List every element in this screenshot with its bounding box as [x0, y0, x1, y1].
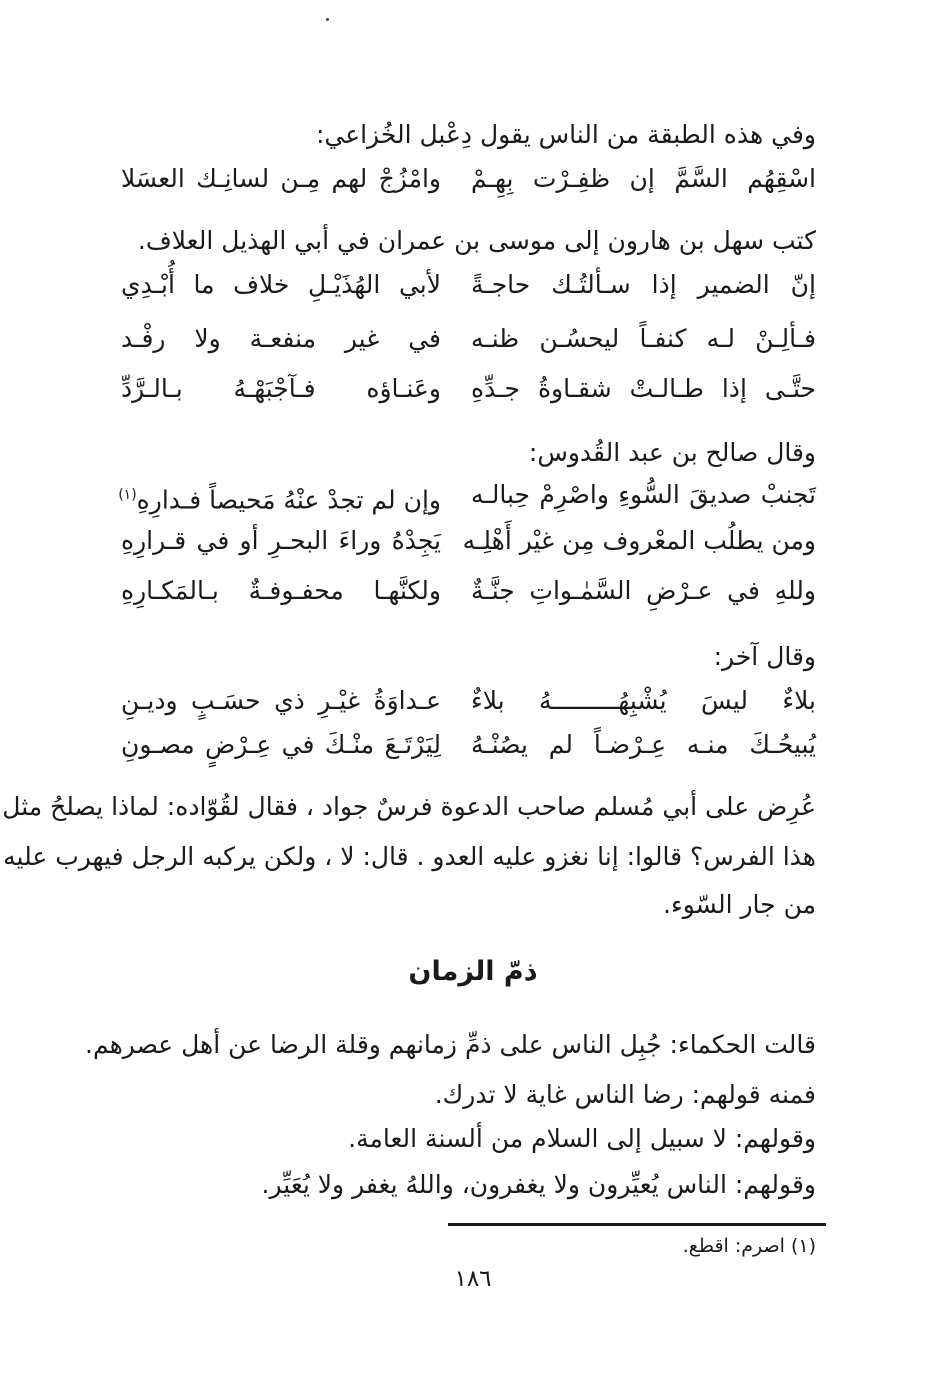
section-heading: ذمّ الزمان	[408, 956, 538, 987]
prose-line: هذا الفرس؟ قالوا: إنا نغزو عليه العدو . قال: لا ، ولكن يركبه الرجل فيهرب عليه	[3, 842, 816, 871]
verse-second-hemistich: عـداوَةُ غيْـرِ ذي حسَـبٍ وديـنِ	[121, 686, 441, 715]
verse-first-hemistich: تَجنبْ صديقَ السُّوءِ واصْرِمْ حِبالـه	[471, 480, 816, 509]
print-speck	[326, 18, 329, 21]
verse-second-hemistich: وعَنـاؤه فـآجْبَهْـهُ بـالـرَّدِّ	[121, 374, 441, 403]
footnote-rule	[448, 1223, 826, 1226]
verse-first-hemistich: يُبيحُـكَ منـه عِـرْضـاً لم يصُنْـهُ	[471, 730, 816, 759]
prose-line: وقولهم: لا سبيل إلى السلام من ألسنة العامة.	[348, 1124, 816, 1153]
verse-first-hemistich: بلاءٌ ليسَ يُشْبِهُـــــــــهُ بلاءٌ	[471, 686, 816, 715]
intro-line: كتب سهل بن هارون إلى موسى بن عمران في أبي الهذيل العلاف.	[137, 226, 816, 255]
verse-first-hemistich: ومن يطلُب المعْروف مِن غيْر أَهْلِـه	[462, 526, 816, 555]
verse-second-hemistich: وامْزُجْ لهم مِـن لسانِـك العسَلا	[121, 164, 441, 193]
intro-line: وقال صالح بن عبد القُدوس:	[528, 438, 816, 467]
prose-line: عُرِض على أبي مُسلم صاحب الدعوة فرسٌ جواد ، فقال لقُوّاده: لماذا يصلحُ مثل	[2, 792, 816, 821]
footnote-marker: (١)	[118, 487, 137, 503]
page-number: ١٨٦	[454, 1266, 492, 1292]
verse-second-hemistich: يَجِدْهُ وراءَ البحـرِ أو في قـرارِهِ	[121, 526, 441, 555]
verse-first-hemistich: فـألِـنْ لـه كنفـاً ليحسُـن ظنـه	[471, 324, 816, 353]
verse-second-hemistich: لأبي الهُذَيْـلِ خلاف ما أُبْـدِي	[121, 270, 441, 299]
prose-line: قالت الحكماء: جُبِل الناس على ذمِّ زمانهم وقلة الرضا عن أهل عصرهم.	[85, 1030, 816, 1059]
footnote: (١) اصرم: اقطع.	[682, 1235, 816, 1257]
verse-first-hemistich: اسْقِهُم السَّمَّ إن ظفِـرْت بِهِـمْ	[471, 164, 816, 193]
verse-second-hemistich: ولكنَّهـا محفـوفـةٌ بـالمَكـارِهِ	[121, 576, 441, 605]
verse-second-hemistich	[118, 478, 441, 517]
verse-first-hemistich: إنّ الضمير إذا سـألتُـك حاجـةً	[471, 270, 816, 299]
verse-text: وإن لم تجدْ عنْهُ مَحيصاً فـدارِهِ	[136, 485, 441, 515]
prose-line: فمنه قولهم: رضا الناس غاية لا تدرك.	[434, 1080, 816, 1109]
verse-first-hemistich: وللهِ في عـرْضِ السَّمٰـواتِ جنَّـةٌ	[471, 576, 816, 605]
prose-line: وقولهم: الناس يُعيِّرون ولا يغفرون، واللهُ يغفر ولا يُعَيِّر.	[261, 1170, 816, 1199]
intro-line: وقال آخر:	[713, 642, 816, 671]
verse-second-hemistich: في غير منفعـة ولا رفْـد	[121, 324, 441, 353]
intro-line: وفي هذه الطبقة من الناس يقول دِعْبل الخُزاعي:	[315, 120, 816, 149]
verse-first-hemistich: حتَّـى إذا طـالـتْ شقـاوةُ جـدِّهِ	[471, 374, 816, 403]
prose-line: من جار السّوء.	[663, 890, 816, 919]
verse-second-hemistich: لِيَرْتَـعَ منْـكَ في عِـرْضٍ مصـونِ	[121, 730, 441, 759]
